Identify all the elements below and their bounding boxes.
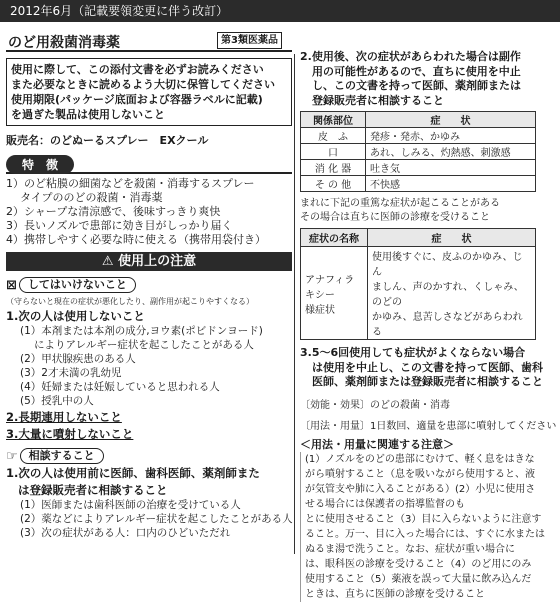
side-effect-table (300, 111, 536, 192)
text-line: が気管支や肺に入ることがある）(2）小児に使用さ (305, 483, 536, 495)
sale-name: 販売名：のどぬーるスプレー EXクール (6, 134, 209, 147)
side-effect-paragraph (300, 50, 554, 108)
text-line: まれに下記の重篤な症状が起こることがある (300, 198, 500, 209)
text-line: がら噴射すること（息を吸いながら使用すると、液 (305, 468, 535, 480)
table-cell: あれ、しみる、灼熱感、刺激感 (366, 144, 536, 160)
list-item: タイプののどの殺菌・消毒薬 (20, 191, 163, 204)
package-insert (0, 24, 560, 600)
product-header (6, 32, 292, 52)
features-list (6, 177, 292, 247)
usage-note-title: ＜用法・用量に関連する注意＞ (300, 437, 454, 451)
text-line: は使用を中止し、この文書を持って医師、歯科 (312, 360, 543, 374)
list-item: (2）甲状腺疾患のある人 (20, 353, 136, 365)
warning-line: を過ぎた製品は使用しないこと (11, 108, 165, 121)
efficacy: 〔効能・効果〕のどの殺菌・消毒 (300, 399, 450, 411)
table-cell: 発疹・発赤、かゆみ (366, 128, 536, 144)
text-line: 用の可能性があるので、直ちに使用を中止 (312, 64, 521, 78)
table-row (301, 128, 536, 144)
text-line: ること。万一、目に入った場合には、すぐに水または (305, 528, 545, 540)
table-cell: 吐き気 (366, 160, 536, 176)
dont-heading-2: 2.長期連用しないこと (6, 410, 122, 424)
table-cell: 口 (301, 144, 366, 160)
table-header-row (301, 229, 536, 247)
warning-triangle-icon: ⚠ (101, 254, 114, 269)
table-row (301, 247, 536, 340)
text-line: (1）ノズルをのどの患部にむけて、軽く息をはきな (305, 453, 535, 465)
text-line: は、眼科医の診療を受けること（4）のど用にのみ (305, 558, 532, 570)
category-badge: 第3類医薬品 (217, 32, 282, 49)
table-cell: 不快感 (366, 176, 536, 192)
list-item: (5）授乳中の人 (20, 395, 94, 407)
table-cell: 皮 ふ (301, 128, 366, 144)
usage-note-body (300, 452, 554, 602)
text-line: 3.5～6回使用しても症状がよくならない場合 (300, 346, 526, 359)
warning-line: また必要なときに読めるよう大切に保管してください (11, 78, 275, 91)
usage-caution-band (6, 252, 292, 271)
prohibited-icon: ⊠ (6, 277, 17, 293)
list-item: 4）携帯しやすく必要な時に使える（携帯用袋付き） (6, 233, 266, 246)
list-item: によりアレルギー症状を起こしたことがある人 (34, 339, 254, 351)
consult-title: 相談すること (20, 448, 104, 464)
list-item: 3）長いノズルで患部に効き目がしっかり届く (6, 219, 233, 232)
revision-banner: 2012年6月（記載要領変更に伴う改訂） (0, 0, 560, 22)
column-header: 症 状 (368, 229, 536, 247)
text-line: とに使用させること（3）目に入らないように注意す (305, 513, 542, 525)
text-line: その場合は直ちに医師の診療を受けること (300, 212, 490, 223)
table-row (301, 160, 536, 176)
column-header: 症状の名称 (301, 229, 368, 247)
text-line: せる場合には保護者の指導監督のも (305, 498, 465, 510)
features-title: 特 徴 (6, 155, 74, 174)
text-line: 登録販売者に相談すること (312, 93, 444, 107)
column-header: 症 状 (366, 112, 536, 128)
product-title: のど用殺菌消毒薬 (8, 35, 120, 51)
text-line: 使用すること（5）薬液を誤って大量に飲み込んだ (305, 573, 532, 585)
list-item: (3）次の症状がある人：口内のひどいただれ (20, 527, 231, 539)
consult-hand-icon: ☞ (6, 448, 18, 464)
table-row (301, 176, 536, 192)
table-cell: 消 化 器 (301, 160, 366, 176)
consult-header (6, 448, 292, 464)
warning-line: 使用期限(パッケージ底面および容器ラベルに記載) (11, 93, 263, 106)
list-item: (1）医師または歯科医師の治療を受けている人 (20, 499, 241, 511)
text-line: ぬるま湯で洗うこと。なお、症状が重い場合に (305, 543, 515, 555)
list-item: 1）のど粘膜の細菌などを殺菌・消毒するスプレー (6, 177, 255, 190)
consult-heading-line: 1.次の人は使用前に医師、歯科医師、薬剤師また (6, 466, 260, 480)
table-header-row (301, 112, 536, 128)
text-line: 医師、薬剤師または登録販売者に相談すること (312, 375, 543, 388)
text-line: 2.使用後、次の症状があらわれた場合は副作 (300, 50, 521, 63)
text-line: ましん、声のかすれ、くしゃみ、のどの (372, 282, 524, 308)
usage-caution-title: 使用上の注意 (118, 254, 197, 269)
read-before-use-box (6, 58, 292, 126)
list-item: (2）薬などによりアレルギー症状を起こしたことがある人 (20, 513, 293, 525)
list-item: (4）妊婦または妊娠していると思われる人 (20, 381, 220, 393)
text-line: 使用後すぐに、皮ふのかゆみ、じん (372, 252, 523, 278)
stop-use-paragraph (300, 346, 554, 390)
table-cell (368, 247, 536, 340)
column-divider (294, 54, 295, 554)
list-item: 2）シャープな清涼感で、後味すっきり爽快 (6, 205, 221, 218)
list-item: (3）2才未満の乳幼児 (20, 367, 122, 379)
text-line: 様症状 (305, 304, 335, 316)
consult-heading-line: は登録販売者に相談すること (18, 483, 168, 497)
features-header (6, 154, 292, 174)
text-line: し、この文書を持って医師、薬剤師または (312, 79, 521, 92)
dont-heading-3: 3.大量に噴射しないこと (6, 427, 134, 441)
column-header: 関係部位 (301, 112, 366, 128)
right-column (300, 50, 557, 602)
text-line: かゆみ、息苦しさなどがあらわれる (372, 312, 523, 338)
rare-notice (300, 197, 554, 225)
table-cell: そ の 他 (301, 176, 366, 192)
left-column (6, 32, 292, 540)
warning-line: 使用に際して、この添付文書を必ずお読みください (11, 63, 264, 76)
list-item: (1）本剤または本剤の成分,ヨウ素(ポビドンヨード) (20, 325, 263, 337)
dont-heading-1: 1.次の人は使用しないこと (6, 309, 145, 323)
table-row (301, 144, 536, 160)
dont-header (6, 277, 292, 293)
dosage: 〔用法・用量〕1日数回、適量を患部に噴射してください (300, 420, 557, 432)
text-line: アナフィラキシー (305, 274, 355, 301)
dont-note: （守らないと現在の症状が悪化したり、副作用が起こりやすくなる） (6, 297, 254, 306)
severe-symptom-table (300, 228, 536, 340)
text-line: ときは、直ちに医師の診療を受けること (305, 588, 485, 600)
dont-title: してはいけないこと (19, 277, 136, 293)
table-cell (301, 247, 368, 340)
